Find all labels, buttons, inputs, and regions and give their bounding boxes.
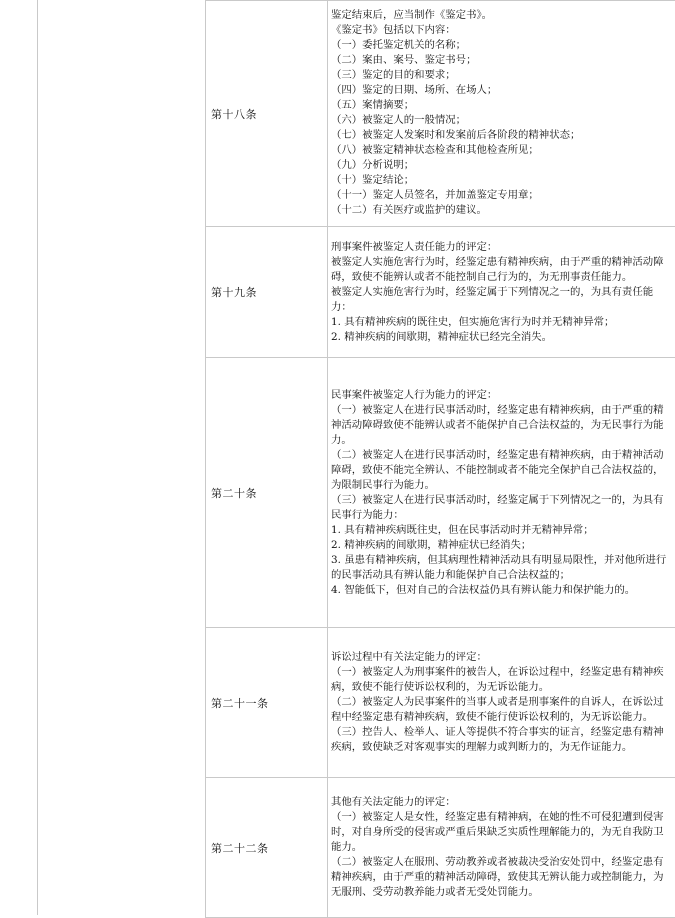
- article-number: 第二十一条: [206, 628, 328, 778]
- article-content: [328, 778, 675, 918]
- article-row: [206, 778, 675, 918]
- article-line: 2. 精神疾病的间歇期，精神症状已经消失；: [331, 538, 672, 553]
- article-line: （六）被鉴定人的一般情况；: [331, 113, 672, 128]
- article-line: 2. 精神疾病的间歇期，精神症状已经完全消失。: [331, 330, 672, 345]
- article-line: 《鉴定书》包括以下内容：: [331, 23, 672, 38]
- article-line: （一）被鉴定人为刑事案件的被告人，在诉讼过程中，经鉴定患有精神疾病，致使不能行使诉讼权利的，为无诉讼能力。: [331, 665, 672, 695]
- article-line: （三）控告人、检举人、证人等提供不符合事实的证言，经鉴定患有精神疾病，致使缺乏对客观事实的理解力或判断力的，为无作证能力。: [331, 725, 672, 755]
- article-line: 被鉴定人实施危害行为时，经鉴定属于下列情况之一的，为具有责任能力：: [331, 285, 672, 315]
- article-line: 4. 智能低下，但对自己的合法权益仍具有辨认能力和保护能力的。: [331, 583, 672, 598]
- article-line: 3. 虽患有精神疾病，但其病理性精神活动具有明显局限性，并对他所进行的民事活动具有辨认能力和能保护自己合法权益的；: [331, 553, 672, 583]
- article-line: （八）被鉴定精神状态检查和其他检查所见；: [331, 143, 672, 158]
- article-row: [206, 358, 675, 628]
- article-line: （七）被鉴定人发案时和发案前后各阶段的精神状态；: [331, 128, 672, 143]
- article-content: [328, 227, 675, 358]
- article-line: 民事案件被鉴定人行为能力的评定：: [331, 388, 672, 403]
- article-line: 其他有关法定能力的评定：: [331, 795, 672, 810]
- article-line: （十一）鉴定人员签名，并加盖鉴定专用章；: [331, 188, 672, 203]
- article-number: 第二十条: [206, 358, 328, 628]
- article-line: 被鉴定人实施危害行为时，经鉴定患有精神疾病，由于严重的精神活动障碍，致使不能辨认或者不能控制自己行为的，为无刑事责任能力。: [331, 255, 672, 285]
- article-line: （五）案情摘要；: [331, 98, 672, 113]
- article-line: （九）分析说明；: [331, 158, 672, 173]
- article-line: （三）鉴定的目的和要求；: [331, 68, 672, 83]
- article-row: [206, 227, 675, 358]
- regulation-table-body: [206, 1, 675, 918]
- article-line: （十二）有关医疗或监护的建议。: [331, 203, 672, 218]
- article-content: [328, 358, 675, 628]
- left-margin-rule: [37, 0, 38, 915]
- article-number: 第十九条: [206, 227, 328, 358]
- article-line: （二）被鉴定人在服刑、劳动教养或者被裁决受治安处罚中，经鉴定患有精神疾病，由于严重的精神活动障碍，致使其无辨认能力或控制能力，为无服刑、受劳动教养能力或者无受处罚能力。: [331, 855, 672, 900]
- article-line: （三）被鉴定人在进行民事活动时，经鉴定属于下列情况之一的，为具有民事行为能力：: [331, 493, 672, 523]
- article-line: 诉讼过程中有关法定能力的评定：: [331, 650, 672, 665]
- article-row: [206, 628, 675, 778]
- article-line: （四）鉴定的日期、场所、在场人；: [331, 83, 672, 98]
- article-line: 刑事案件被鉴定人责任能力的评定：: [331, 240, 672, 255]
- article-number: 第十八条: [206, 1, 328, 227]
- article-line: （一）委托鉴定机关的名称；: [331, 38, 672, 53]
- article-content: [328, 628, 675, 778]
- article-line: （一）被鉴定人在进行民事活动时，经鉴定患有精神疾病，由于严重的精神活动障碍致使不能辨认或者不能保护自己合法权益的，为无民事行为能力。: [331, 403, 672, 448]
- article-line: （十）鉴定结论；: [331, 173, 672, 188]
- article-row: [206, 1, 675, 227]
- article-line: （二）被鉴定人在进行民事活动时，经鉴定患有精神疾病，由于精神活动障碍，致使不能完全辨认、不能控制或者不能完全保护自己合法权益的，为限制民事行为能力。: [331, 448, 672, 493]
- article-line: （一）被鉴定人是女性，经鉴定患有精神病，在她的性不可侵犯遭到侵害时，对自身所受的侵害或严重后果缺乏实质性理解能力的，为无自我防卫能力。: [331, 810, 672, 855]
- regulation-table: [205, 0, 675, 918]
- article-number: 第二十二条: [206, 778, 328, 918]
- article-line: 1. 具有精神疾病既往史，但在民事活动时并无精神异常；: [331, 523, 672, 538]
- article-line: （二）案由、案号、鉴定书号；: [331, 53, 672, 68]
- article-line: （二）被鉴定人为民事案件的当事人或者是刑事案件的自诉人，在诉讼过程中经鉴定患有精神疾病，致使不能行使诉讼权利的，为无诉讼能力。: [331, 695, 672, 725]
- article-line: 鉴定结束后，应当制作《鉴定书》。: [331, 8, 672, 23]
- article-content: [328, 1, 675, 227]
- article-line: 1. 具有精神疾病的既往史，但实施危害行为时并无精神异常；: [331, 315, 672, 330]
